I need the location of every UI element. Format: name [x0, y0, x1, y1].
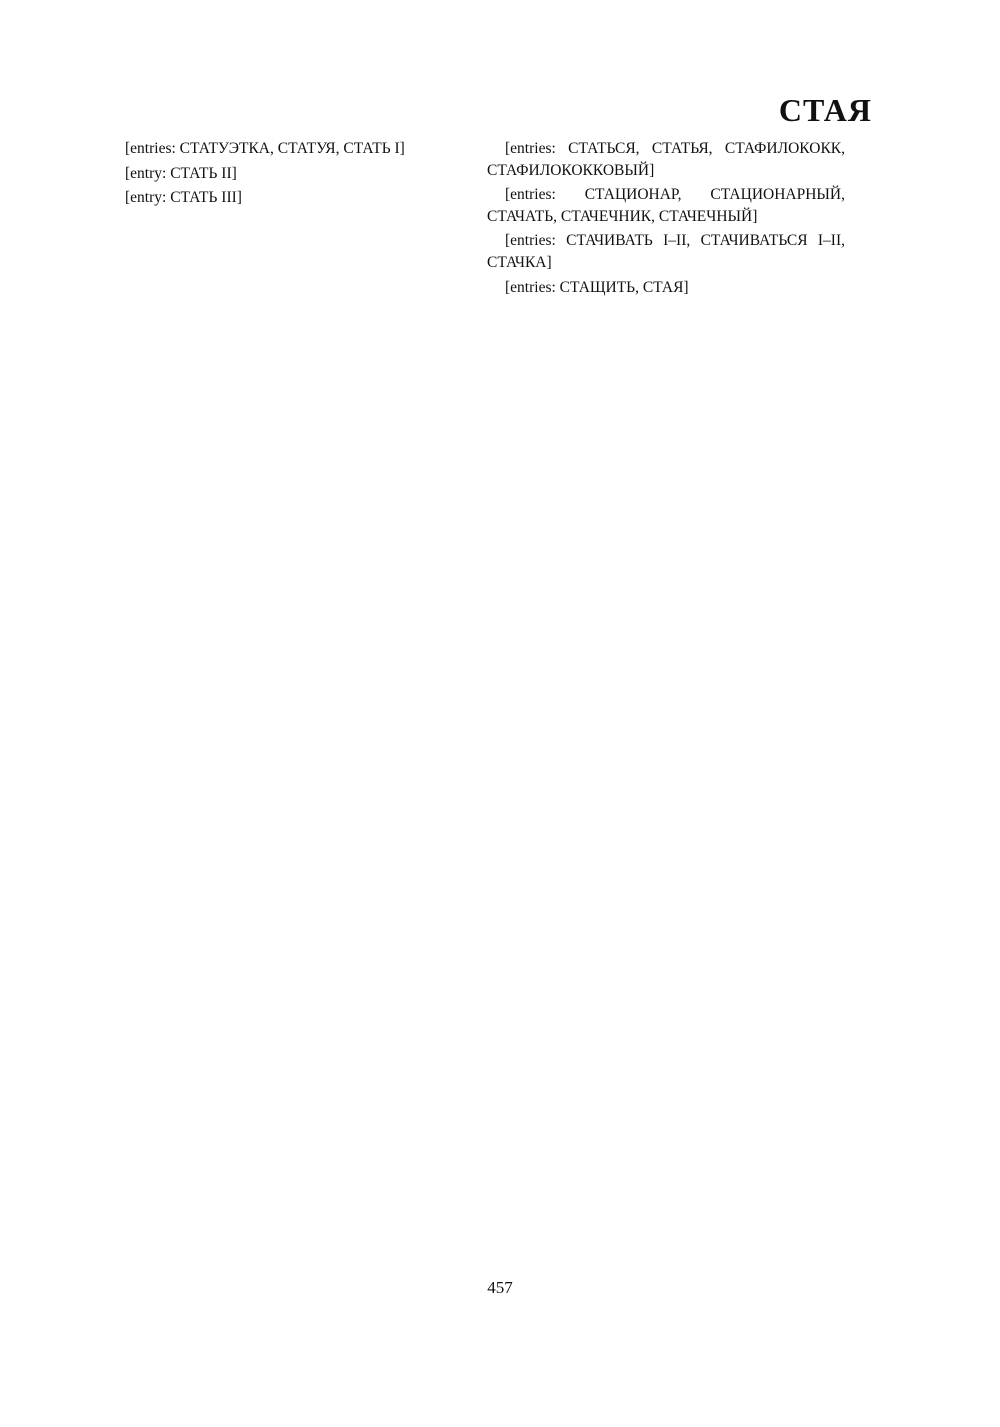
dictionary-entry: [entries: СТАЧИВАТЬ I–II, СТАЧИВАТЬСЯ I–II, СТАЧКА]	[487, 232, 845, 271]
dictionary-entry: [entry: СТАТЬ III]	[125, 189, 242, 207]
dictionary-entry: [entry: СТАТЬ II]	[125, 164, 237, 182]
dictionary-entry: [entries: СТАТЬСЯ, СТАТЬЯ, СТАФИЛОКОКК, СТАФИЛОКОККОВЫЙ]	[487, 140, 845, 179]
dictionary-entry: [entries: СТАТУЭТКА, СТАТУЯ, СТАТЬ I]	[125, 140, 405, 157]
running-head: СТАЯ	[778, 92, 872, 128]
page-number: 457	[487, 1278, 513, 1297]
dictionary-entry: [entries: СТАЩИТЬ, СТАЯ]	[505, 278, 689, 296]
left-column	[107, 138, 465, 212]
dictionary-entry: [entries: СТАЦИОНАР, СТАЦИОНАРНЫЙ, СТАЧАТЬ, СТАЧЕЧНИК, СТАЧЕЧНЫЙ]	[487, 186, 845, 225]
right-column	[487, 138, 845, 301]
